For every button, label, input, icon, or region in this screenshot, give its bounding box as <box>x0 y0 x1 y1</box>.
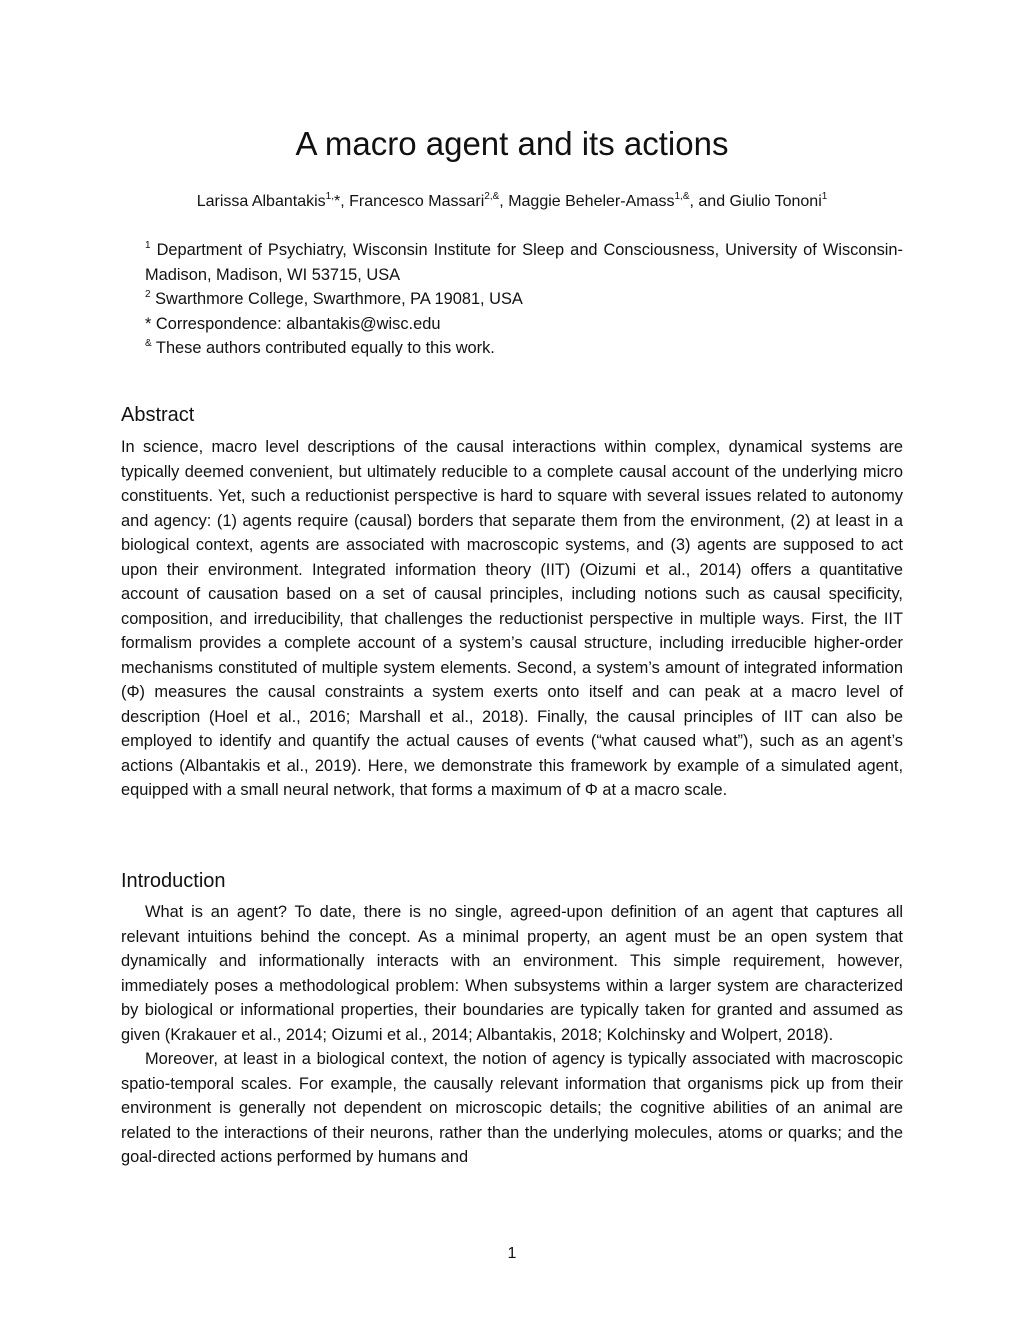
equal-contribution-text: These authors contributed equally to this work. <box>151 339 495 358</box>
author-affiliation-mark: 1, <box>325 190 334 202</box>
intro-paragraph-2: Moreover, at least in a biological context, the notion of agency is typically associated with macroscopic spatio-temporal scales. For example, the causally relevant information that organisms pick up from their environment is generally not dependent on microscopic details; the cognitive abilities of an animal are related to the interactions of their neurons, rather than the underlying molecules, atoms or quarks; and the goal-directed actions performed by humans and <box>121 1050 903 1166</box>
page-number: 1 <box>507 1245 517 1262</box>
author-name: Larissa Albantakis <box>196 193 326 210</box>
author-name: Maggie Beheler-Amass <box>508 193 675 210</box>
intro-paragraph-1: What is an agent? To date, there is no single, agreed-upon definition of an agent that captures all relevant intuitions behind the concept. As a minimal property, an agent must be an open system that dynamically and informationally interacts with an environment. This simple requirement, however, immediately poses a methodological problem: When subsystems within a larger system are characterized by biological or informational properties, their boundaries are typically taken for granted and assumed as given (Krakauer et al., 2014; Oizumi et al., 2014; Albantakis, 2018; Kolchinsky and Wolpert, 2018). <box>121 903 903 1044</box>
author-separator: , and <box>689 193 730 210</box>
abstract-heading: Abstract <box>121 404 195 426</box>
paper-title: A macro agent and its actions <box>295 125 729 162</box>
equal-contribution-note <box>121 336 903 361</box>
author-separator: *, <box>334 193 350 210</box>
affiliation-text: Department of Psychiatry, Wisconsin Institute for Sleep and Consciousness, University of Wisconsin-Madison, Madison, WI 53715, USA <box>145 241 903 284</box>
equal-contribution-mark: & <box>145 337 152 349</box>
author-name: Giulio Tononi <box>729 193 822 210</box>
affiliation-mark: 1 <box>145 239 151 251</box>
author-affiliation-mark: 2,& <box>484 190 500 202</box>
affiliation-text: Swarthmore College, Swarthmore, PA 19081, USA <box>150 290 523 309</box>
affiliation-1 <box>121 238 903 287</box>
correspondence: * Correspondence: albantakis@wisc.edu <box>145 314 441 333</box>
affiliation-mark: 2 <box>145 288 151 300</box>
author-list <box>121 190 903 214</box>
introduction-heading: Introduction <box>121 870 226 892</box>
abstract-text: In science, macro level descriptions of the causal interactions within complex, dynamical systems are typically deemed convenient, but ultimately reducible to a complete causal account of the underlying micro constituents. Yet, such a reductionist perspective is hard to square with several issues related to autonomy and agency: (1) agents require (causal) borders that separate them from the environment, (2) at least in a biological context, agents are associated with macroscopic systems, and (3) agents are supposed to act upon their environment. Integrated information theory (IIT) (Oizumi et al., 2014) offers a quantitative account of causation based on a set of causal principles, including notions such as causal specificity, composition, and irreducibility, that challenges the reductionist perspective in multiple ways. First, the IIT formalism provides a complete account of a system’s causal structure, including irreducible higher-order mechanisms constituted of multiple system elements. Second, a system’s amount of integrated information (Φ) measures the causal constraints a system exerts onto itself and can peak at a macro level of description (Hoel et al., 2016; Marshall et al., 2018). Finally, the causal principles of IIT can also be employed to identify and quantify the actual causes of events (“what caused what”), such as an agent’s actions (Albantakis et al., 2019). Here, we demonstrate this framework by example of a simulated agent, equipped with a small neural network, that forms a maximum of Φ at a macro scale. <box>121 438 903 799</box>
author-separator: , <box>499 193 509 210</box>
author-affiliation-mark: 1,& <box>674 190 690 202</box>
author-affiliation-mark: 1 <box>821 190 828 202</box>
author-name: Francesco Massari <box>349 193 485 210</box>
affiliation-2 <box>121 287 903 312</box>
introduction-body <box>121 900 903 1170</box>
affiliations <box>121 238 903 361</box>
